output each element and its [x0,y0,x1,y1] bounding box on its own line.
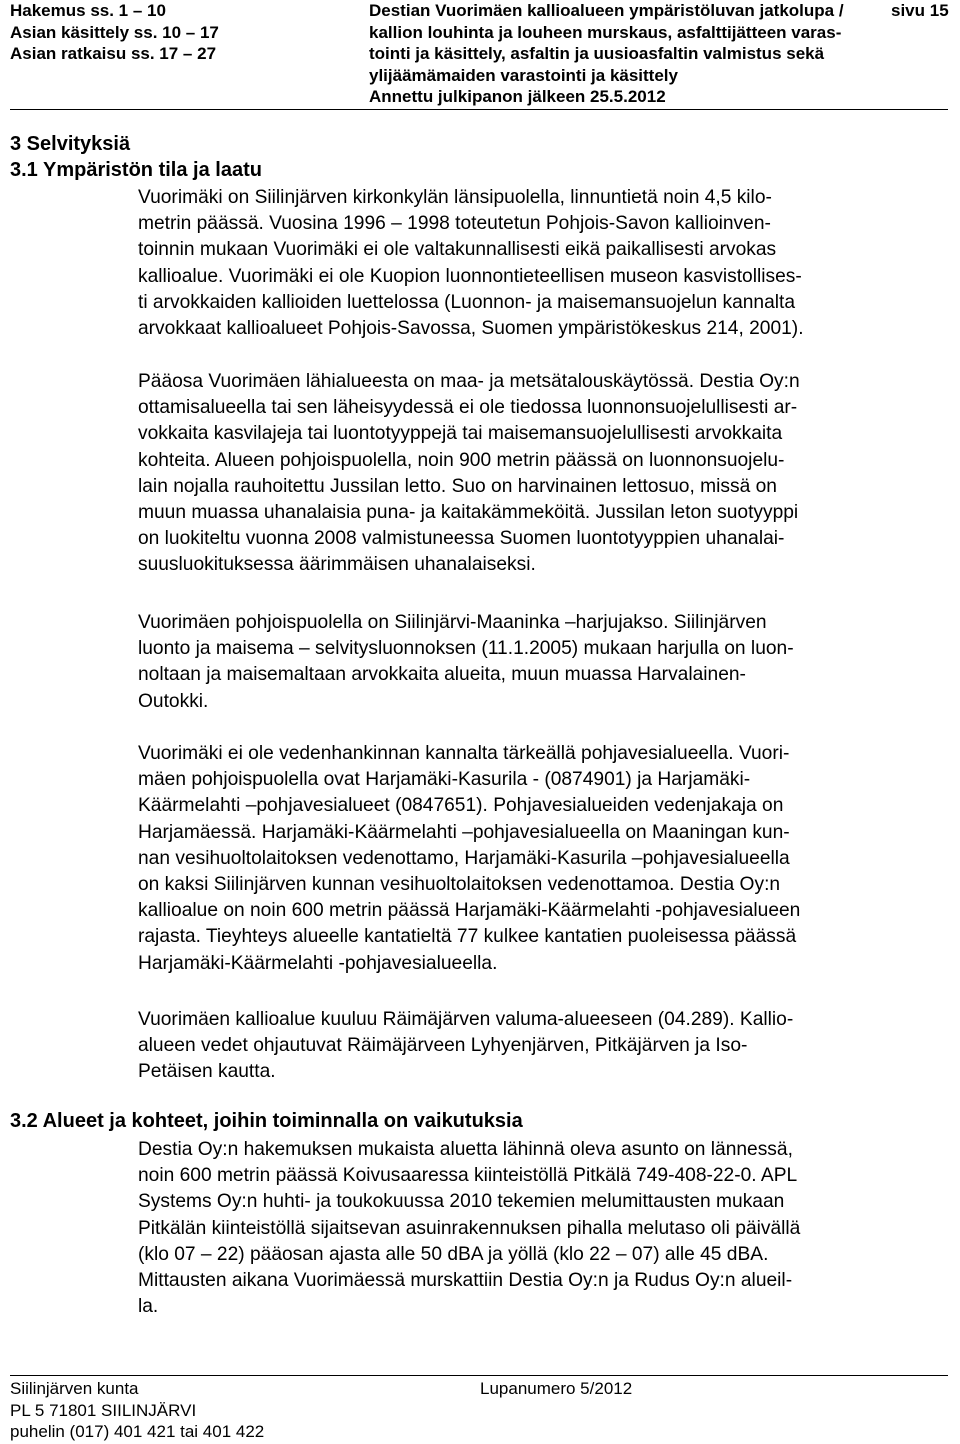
text-line: rajasta. Tieyhteys alueelle kantatieltä 77 kulkee kantatien puoleisessa päässä [138,926,797,948]
footer-line: Siilinjärven kunta [10,1379,139,1398]
text-line: ti arvokkaiden kallioiden luettelossa (Luonnon- ja maisemansuojelun kannalta [138,291,796,313]
text-line: noltaan ja maisemaltaan arvokkaita alueita, muun muassa Harvalainen- [138,664,746,686]
text-line: Pääosa Vuorimäen lähialueesta on maa- ja metsätalouskäytössä. Destia Oy:n [138,371,800,392]
text-line: toinnin mukaan Vuorimäki ei ole valtakunnallisesti eikä paikallisesti arvokas [138,239,777,261]
paragraph-2 [138,369,938,579]
footer-line: PL 5 71801 SIILINJÄRVI [10,1400,197,1420]
footer-divider [10,1375,948,1376]
text-line: Outokki. [138,690,209,712]
page-header [0,0,960,112]
text-line: kohteita. Alueen pohjoispuolella, noin 900 metrin päässä on luonnonsuojelu- [138,449,785,471]
header-divider [10,109,948,110]
header-title-line: Annettu julkipanon jälkeen 25.5.2012 [369,87,666,106]
text-line: Vuorimäen kallioalue kuuluu Räimäjärven valuma-alueeseen (04.289). Kallio- [138,1009,794,1030]
text-line: Petäisen kautta. [138,1061,276,1083]
section-heading: 3 Selvityksiä [10,133,131,155]
text-line: Vuorimäki ei ole vedenhankinnan kannalta tärkeällä pohjavesialueella. Vuori- [138,743,790,764]
text-line: metrin päässä. Vuosina 1996 – 1998 toteutetun Pohjois-Savon kallioinven- [138,213,771,235]
text-line: Destia Oy:n hakemuksen mukaista aluetta lähinnä oleva asunto on lännessä, [138,1139,793,1160]
text-line: mäen pohjoispuolella ovat Harjamäki-Kasurila - (0874901) ja Harjamäki- [138,769,751,791]
text-line: arvokkaat kallioalueet Pohjois-Savossa, Suomen ympäristökeskus 214, 2001). [138,318,804,340]
text-line: suusluokituksessa äärimmäisen uhanalaiseksi. [138,554,536,576]
text-line: lain nojalla rauhoitettu Jussilan letto. Suo on harvinainen lettosuo, missä on [138,475,777,497]
text-line: noin 600 metrin päässä Koivusaaressa kiinteistöllä Pitkälä 749-408-22-0. APL [138,1165,798,1187]
text-line: alueen vedet ohjautuvat Räimäjärveen Lyhyenjärven, Pitkäjärven ja Iso- [138,1035,748,1057]
footer-line: puhelin (017) 401 421 tai 401 422 [10,1422,265,1441]
text-line: kallioalue on noin 600 metrin päässä Harjamäki-Käärmelahti -pohjavesialueen [138,900,801,922]
text-line: Käärmelahti –pohjavesialueet (0847651). Pohjavesialueiden vedenjakaja on [138,795,784,817]
paragraph-3 [138,610,938,715]
subsection-heading-2: 3.2 Alueet ja kohteet, joihin toiminnalla on vaikutuksia [10,1110,523,1132]
text-line: Harjamäki-Käärmelahti -pohjavesialueella. [138,952,498,974]
text-line: Pitkälän kiinteistöllä sijaitsevan asuinrakennuksen pihalla melutaso oli päivällä [138,1217,801,1239]
subsection-heading: 3.1 Ympäristön tila ja laatu [10,159,262,181]
text-line: kallioalue. Vuorimäki ei ole Kuopion luonnontieteellisen museon kasvistollises- [138,265,802,287]
header-left-line: Hakemus ss. 1 – 10 [10,1,166,20]
text-line: ottamisalueella tai sen läheisyydessä ei ole tiedossa luonnonsuojelullisesti ar- [138,397,798,419]
paragraph-5 [138,1007,938,1086]
header-title-line: tointi ja käsittely, asfaltin ja uusioasfaltin valmistus sekä [369,44,825,63]
text-line: la. [138,1296,159,1318]
text-line: Vuorimäen pohjoispuolella on Siilinjärvi-Maaninka –harjujakso. Siilinjärven [138,612,767,633]
text-line: on luokiteltu vuonna 2008 valmistuneessa Suomen luontotyyppien uhanalai- [138,528,785,550]
header-title-line: Destian Vuorimäen kallioalueen ympäristöluvan jatkolupa / [369,1,844,20]
header-left-line: Asian käsittely ss. 10 – 17 [10,22,219,42]
permit-number: Lupanumero 5/2012 [480,1379,633,1398]
text-line: vokkaita kasvilajeja tai luontotyyppejä tai maisemansuojelullisesti arvokkaita [138,423,783,445]
header-case-ranges [10,0,219,65]
text-line: on kaksi Siilinjärven kunnan vesihuoltolaitoksen vedenottamoa. Destia Oy:n [138,874,781,896]
text-line: Harjamäessä. Harjamäki-Käärmelahti –pohjavesialueella on Maaningan kun- [138,821,790,843]
text-line: nan vesihuoltolaitoksen vedenottamo, Harjamäki-Kasurila –pohjavesialueella [138,847,790,869]
header-left-line: Asian ratkaisu ss. 17 – 27 [10,44,217,63]
header-title-line: kallion louhinta ja louheen murskaus, asfalttijätteen varas- [369,22,842,42]
text-line: Systems Oy:n huhti- ja toukokuussa 2010 tekemien melumittausten mukaan [138,1191,785,1213]
header-document-title [369,0,869,108]
text-line: Mittausten aikana Vuorimäessä murskattiin Destia Oy:n ja Rudus Oy:n alueil- [138,1270,793,1292]
header-title-line: ylijäämämaiden varastointi ja käsittely [369,65,678,85]
paragraph-6 [138,1137,938,1320]
text-line: Vuorimäki on Siilinjärven kirkonkylän länsipuolella, linnuntietä noin 4,5 kilo- [138,187,772,208]
footer-contact [10,1378,264,1443]
text-line: (klo 07 – 22) pääosan ajasta alle 50 dBA ja yöllä (klo 22 – 07) alle 45 dBA. [138,1243,769,1265]
text-line: muun muassa uhanalaisia puna- ja kaitakämmeköitä. Jussilan leton suotyyppi [138,502,799,524]
paragraph-1 [138,185,938,342]
paragraph-4 [138,741,938,977]
page-number: sivu 15 [891,1,949,20]
text-line: luonto ja maisema – selvitysluonnoksen (11.1.2005) mukaan harjulla on luon- [138,638,794,660]
